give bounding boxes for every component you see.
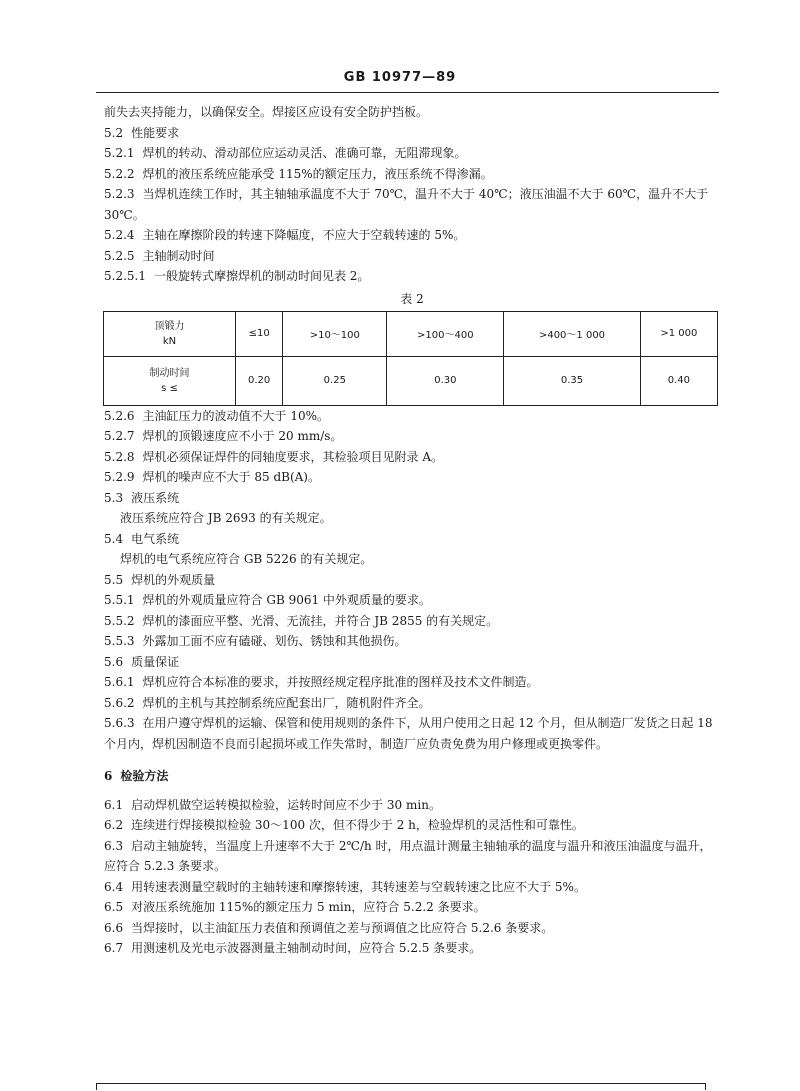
clause-5-4	[104, 529, 720, 550]
row-header-label: 制动时间	[149, 367, 190, 379]
clause-5-6-3	[104, 713, 720, 754]
table-cell: >400～1 000	[504, 311, 640, 356]
clause-6-1	[104, 795, 720, 816]
clause-text: 启动主轴旋转，当温度上升速率不大于 2℃/h 时，用点温计测量主轴轴承的温度与温升和液压油温度与温升，应符合 5.2.3 条要求。	[104, 838, 712, 873]
clause-number: 5.3	[104, 490, 124, 505]
clause-5-2-8	[104, 447, 720, 468]
clause-number: 5.6.2	[104, 695, 135, 710]
clause-5-5-1	[104, 590, 720, 611]
clause-number: 5.2.7	[104, 429, 135, 443]
row-header-upset-force	[104, 311, 236, 356]
braking-time-table	[103, 311, 718, 406]
clause-text: 对液压系统施加 115%的额定压力 5 min，应符合 5.2.2 条要求。	[131, 900, 486, 914]
clause-text: 焊机必须保证焊件的同轴度要求，其检验项目见附录 A。	[142, 449, 444, 464]
clause-5-2-6	[104, 406, 720, 427]
table-cell: 0.25	[283, 356, 387, 405]
section-number: 6	[104, 769, 113, 783]
clause-text: 外露加工面不应有磕碰、划伤、锈蚀和其他损伤。	[142, 634, 407, 648]
clause-number: 5.5.1	[104, 593, 135, 607]
clause-text: 主油缸压力的波动值不大于 10%。	[142, 408, 330, 423]
clause-number: 5.2.5.1	[104, 269, 146, 283]
clause-text: 焊机的外观质量	[131, 572, 216, 587]
clause-number: 5.2.5	[104, 248, 135, 263]
clause-number: 5.2.4	[104, 228, 135, 242]
clause-number: 5.2.3	[104, 187, 135, 201]
table-cell: ≤10	[236, 311, 283, 356]
clause-text: 在用户遵守焊机的运输、保管和使用规则的条件下，从用户使用之日起 12 个月，但从制造厂发货之日起 18 个月内，焊机因制造不良而引起损坏或工作失常时，制造厂应负责免费为用户修理或更换零件。	[104, 716, 713, 751]
clause-text: 当焊机连续工作时，其主轴轴承温度不大于 70℃，温升不大于 40℃；液压油温不大于 60℃，温升不大于 30℃。	[104, 187, 709, 222]
document-body	[104, 102, 720, 959]
footer-frame	[96, 1083, 706, 1090]
header-divider	[96, 92, 719, 93]
clause-text: 焊机的顶锻速度应不小于 20 mm/s。	[142, 429, 343, 443]
clause-6-5	[104, 897, 720, 918]
clause-number: 5.5	[104, 572, 124, 587]
standard-number-header: GB 10977—89	[343, 70, 457, 85]
clause-text: 性能要求	[131, 125, 180, 140]
section-6-title	[104, 766, 720, 787]
table-row	[104, 356, 718, 405]
clause-number: 5.2.8	[104, 449, 135, 464]
clause-number: 5.5.2	[104, 613, 135, 628]
clause-5-6-1	[104, 672, 720, 693]
clause-text: 用测速机及光电示波器测量主轴制动时间，应符合 5.2.5 条要求。	[131, 941, 482, 955]
row-header-unit: kN	[162, 335, 177, 347]
table-caption: 表 2	[400, 291, 424, 306]
table-cell: 0.35	[504, 356, 640, 405]
clause-number: 5.6	[104, 654, 124, 669]
clause-5-5	[104, 570, 720, 591]
clause-number: 5.4	[104, 531, 124, 546]
table-row	[104, 311, 718, 356]
clause-text: 焊机的噪声应不大于 85 dB(A)。	[142, 470, 320, 484]
clause-6-4	[104, 877, 720, 898]
clause-number: 5.2.2	[104, 166, 135, 181]
clause-number: 5.6.3	[104, 716, 135, 730]
clause-6-7	[104, 938, 720, 959]
clause-text: 电气系统	[131, 531, 180, 546]
table-cell: 0.30	[387, 356, 504, 405]
clause-text: 用转速表测量空载时的主轴转速和摩擦转速，其转速差与空载转速之比应不大于 5%。	[131, 879, 586, 894]
clause-5-6-2	[104, 693, 720, 714]
clause-number: 6.4	[104, 879, 124, 894]
clause-text: 焊机的主机与其控制系统应配套出厂，随机附件齐全。	[142, 695, 431, 710]
clause-5-2-1	[104, 143, 720, 164]
clause-number: 6.1	[104, 797, 124, 812]
row-header-label: 顶锻力	[154, 320, 185, 332]
clause-6-3	[104, 836, 720, 877]
clause-number: 5.5.3	[104, 634, 135, 648]
clause-number: 5.6.1	[104, 675, 135, 689]
clause-text: 连续进行焊接模拟检验 30～100 次，但不得少于 2 h，检验焊机的灵活性和可靠性。	[131, 818, 584, 832]
clause-5-2	[104, 123, 720, 144]
clause-number: 6.3	[104, 838, 124, 853]
clause-number: 6.2	[104, 818, 124, 832]
row-header-braking-time	[104, 356, 236, 405]
clause-5-2-2	[104, 164, 720, 185]
clause-text: 一般旋转式摩擦焊机的制动时间见表 2。	[153, 269, 370, 283]
clause-text: 焊机的外观质量应符合 GB 9061 中外观质量的要求。	[142, 593, 431, 607]
clause-text: 主轴在摩擦阶段的转速下降幅度，不应大于空载转速的 5%。	[142, 228, 466, 242]
table-cell: >1 000	[640, 311, 717, 356]
clause-5-2-5	[104, 246, 720, 267]
clause-5-2-3	[104, 184, 720, 225]
clause-text: 质量保证	[131, 654, 180, 669]
table-cell: >10～100	[283, 311, 387, 356]
clause-text: 焊机的漆面应平整、光滑、无流挂，并符合 JB 2855 的有关规定。	[142, 613, 499, 628]
clause-5-4-body: 焊机的电气系统应符合 GB 5226 的有关规定。	[120, 552, 373, 566]
clause-5-2-4	[104, 225, 720, 246]
clause-5-6	[104, 652, 720, 673]
clause-5-5-2	[104, 611, 720, 632]
clause-text: 启动焊机做空运转模拟检验，运转时间应不少于 30 min。	[131, 797, 441, 812]
row-header-unit: s ≤	[161, 382, 178, 394]
clause-text: 当焊接时，以主油缸压力表值和预调值之差与预调值之比应符合 5.2.6 条要求。	[131, 920, 554, 935]
table-cell: 0.40	[640, 356, 717, 405]
clause-text: 液压系统	[131, 490, 180, 505]
clause-text: 主轴制动时间	[142, 248, 215, 263]
clause-5-3	[104, 488, 720, 509]
clause-number: 6.7	[104, 941, 124, 955]
section-title: 检验方法	[120, 769, 169, 783]
clause-5-2-9	[104, 467, 720, 488]
clause-number: 5.2.9	[104, 470, 135, 484]
clause-6-6	[104, 918, 720, 939]
clause-5-5-3	[104, 631, 720, 652]
clause-5-2-7	[104, 426, 720, 447]
clause-text: 焊机的转动、滑动部位应运动灵活、准确可靠，无阻滞现象。	[142, 146, 467, 160]
clause-number: 6.5	[104, 900, 124, 914]
clause-5-3-body: 液压系统应符合 JB 2693 的有关规定。	[120, 511, 332, 525]
clause-number: 5.2.1	[104, 146, 135, 160]
clause-text: 焊机的液压系统应能承受 115%的额定压力，液压系统不得渗漏。	[142, 166, 493, 181]
clause-number: 6.6	[104, 920, 124, 935]
clause-number: 5.2	[104, 125, 124, 140]
clause-5-2-5-1	[104, 266, 720, 287]
table-cell: 0.20	[236, 356, 283, 405]
clause-number: 5.2.6	[104, 408, 135, 423]
clause-6-2	[104, 815, 720, 836]
clause-text: 焊机应符合本标准的要求，并按照经规定程序批准的图样及技术文件制造。	[142, 675, 539, 689]
table-cell: >100～400	[387, 311, 504, 356]
paragraph-continuation: 前失去夹持能力，以确保安全。焊接区应设有安全防护挡板。	[104, 105, 429, 119]
